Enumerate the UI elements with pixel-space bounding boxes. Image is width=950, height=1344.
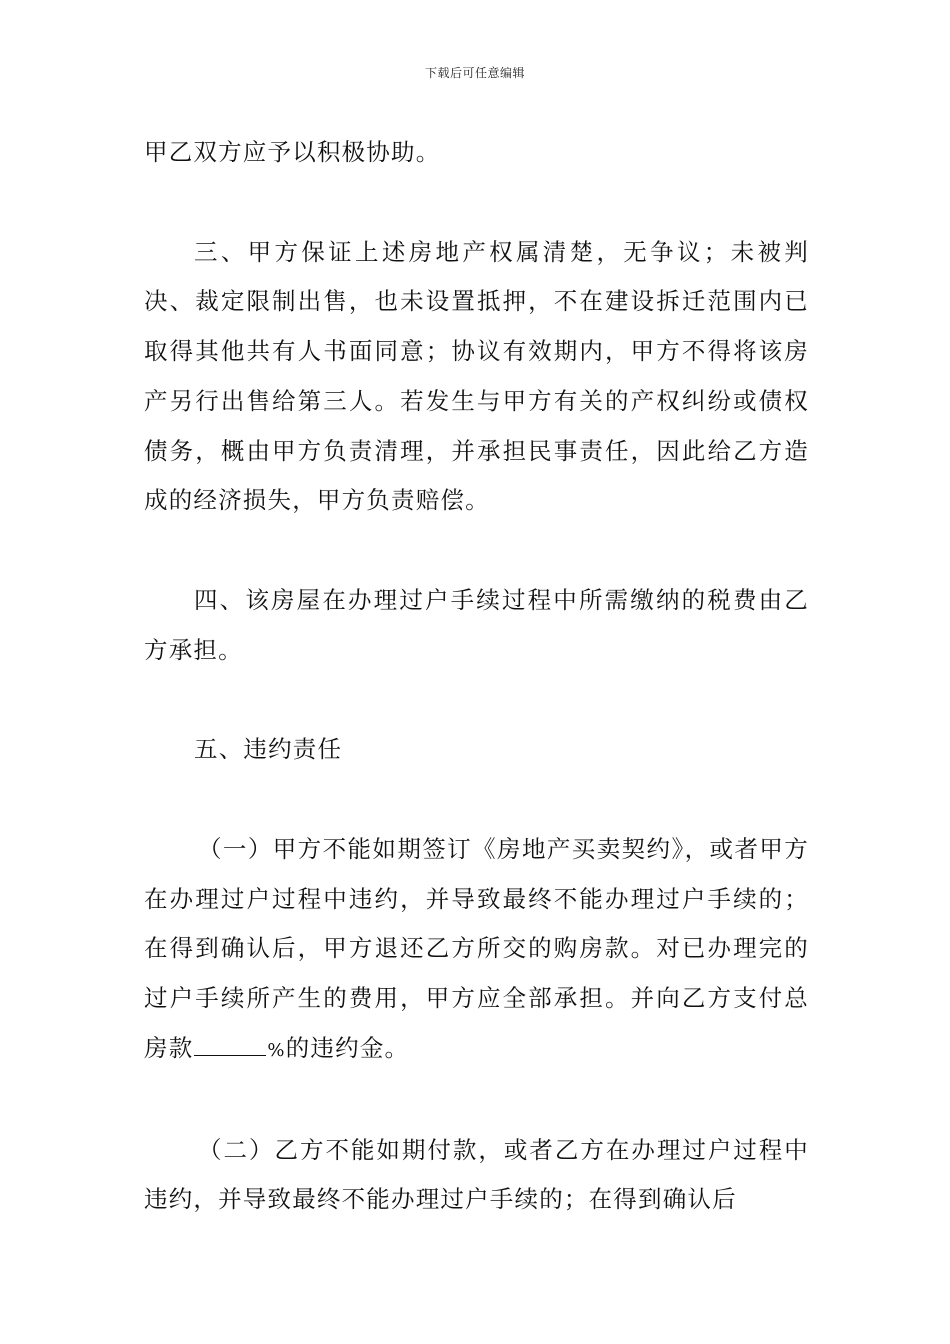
percentage-blank: [194, 1037, 266, 1056]
paragraph-gap: [144, 178, 809, 228]
breach-party-a-text: （一）甲方不能如期签订《房地产买卖契约》，或者甲方在办理过户过程中违约，并导致最终不能办理过户手续的；在得到确认后，甲方退还乙方所交的购房款。对已办理完的过户手续所产生的费用，甲方应全部承担。并向乙方支付总房款: [144, 835, 809, 1062]
paragraph-clause-three: 三、甲方保证上述房地产权属清楚，无争议；未被判决、裁定限制出售，也未设置抵押，不在建设拆迁范围内已取得其他共有人书面同意；协议有效期内，甲方不得将该房产另行出售给第三人。若发生与甲方有关的产权纠纷或债权债务，概由甲方负责清理，并承担民事责任，因此给乙方造成的经济损失，甲方负责赔偿。: [144, 237, 809, 515]
paragraph-clause-five-heading: 五、违约责任: [194, 735, 343, 764]
paragraph-cooperation: 甲乙双方应予以积极协助。: [144, 138, 441, 166]
paragraph-breach-party-a: [144, 825, 809, 1076]
page-header: 下载后可任意编辑: [424, 66, 525, 80]
breach-party-a-tail: 的违约金。: [285, 1033, 410, 1062]
paragraph-gap: [144, 1076, 809, 1126]
paragraph-gap: [144, 775, 809, 825]
paragraph-breach-party-b: （二）乙方不能如期付款，或者乙方在办理过户过程中违约，并导致最终不能办理过户手续的；在得到确认后: [144, 1135, 809, 1214]
paragraph-gap: [144, 675, 809, 725]
document-body: [144, 128, 809, 1225]
paragraph-gap: [144, 526, 809, 576]
percent-sign: %: [267, 1039, 286, 1061]
paragraph-clause-four: 四、该房屋在办理过户手续过程中所需缴纳的税费由乙方承担。: [144, 585, 809, 664]
